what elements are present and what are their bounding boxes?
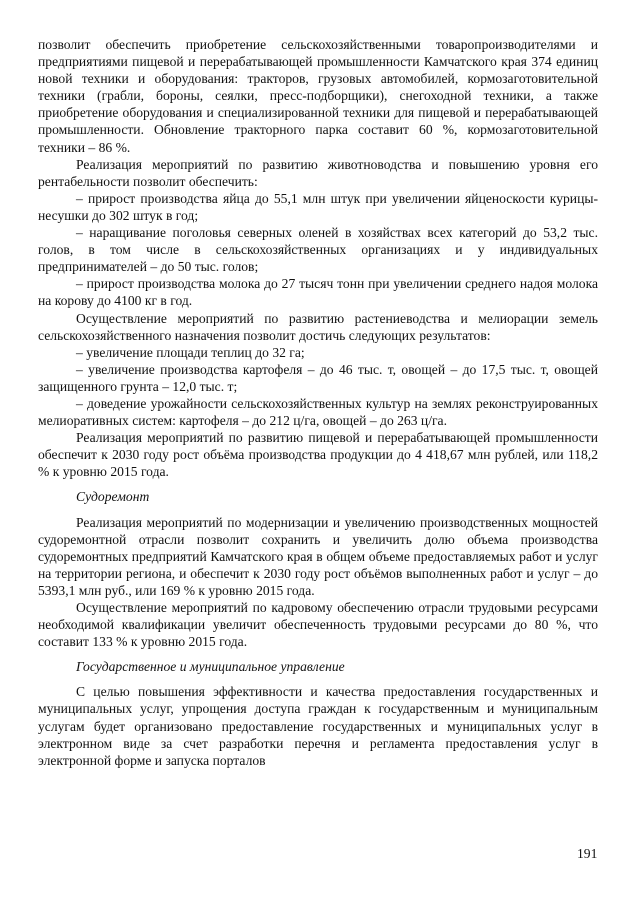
list-item-greenhouses: – увеличение площади теплиц до 32 га; xyxy=(76,344,305,360)
document-page xyxy=(38,36,598,769)
paragraph-food-industry: Реализация мероприятий по развитию пищевой и перерабатывающей промышленности обеспечит к 2030 году рост объёма производства продукции до 4 418,67 млн рублей, или 118,2 % к уровню 2015 года. xyxy=(38,430,598,480)
list-item-potatoes: – увеличение производства картофеля – до 46 тыс. т, овощей – до 17,5 тыс. т, овощей защищенного грунта – 12,0 тыс. т; xyxy=(38,361,598,394)
list-item-milk: – прирост производства молока до 27 тысяч тонн при увеличении среднего надоя молока на корову до 4100 кг в год. xyxy=(38,276,598,309)
paragraph-crops-intro: Осуществление мероприятий по развитию растениеводства и мелиорации земель сельскохозяйственного назначения позволит достичь следующих результатов: xyxy=(38,310,598,343)
paragraph-ship-repair: Реализация мероприятий по модернизации и увеличению производственных мощностей судоремонтной отрасли позволит сохранить и увеличить долю объема производства судоремонтных предприятий Камчатского края в общем объеме предоставляемых работ и услуг на территории региона, и обеспечит к 2030 году рост объёмов выполненных работ и услуг – до 5393,1 млн руб., или 169 % к уровню 2015 года. xyxy=(38,514,598,598)
section-heading-ship-repair: Судоремонт xyxy=(76,489,150,505)
list-item-yield: – доведение урожайности сельскохозяйственных культур на землях реконструированных мелиоративных систем: картофеля – до 212 ц/га, овощей – до 263 ц/га. xyxy=(38,395,598,429)
list-item-reindeer: – наращивание поголовья северных оленей в хозяйствах всех категорий до 53,2 тыс. голов, в том числе в сельскохозяйственных организациях и у индивидуальных предпринимателей – до 50 тыс. голов; xyxy=(38,225,598,275)
paragraph-governance: С целью повышения эффективности и качества предоставления государственных и муниципальных услуг, упрощения доступа граждан к государственным и муниципальным услугам будет организовано предоставление государственных и муниципальных услуг в электронном виде за счет разработки перечня и регламента предоставления услуг в электронной форме и запуска порталов xyxy=(38,684,598,768)
paragraph-livestock-intro: Реализация мероприятий по развитию животноводства и повышению уровня его рентабельности позволит обеспечить: xyxy=(38,156,598,189)
page-number: 191 xyxy=(577,846,598,861)
section-heading-governance: Государственное и муниципальное управление xyxy=(76,659,345,675)
list-item-eggs: – прирост производства яйца до 55,1 млн штук при увеличении яйценоскости курицы-несушки до 302 штук в год; xyxy=(38,190,598,223)
paragraph-staffing: Осуществление мероприятий по кадровому обеспечению отрасли трудовыми ресурсами необходимой квалификации увеличит обеспеченность трудовыми ресурсами до 80 %, что составит 133 % к уровню 2015 года. xyxy=(38,600,598,650)
paragraph-equipment: позволит обеспечить приобретение сельскохозяйственными товаропроизводителями и предприятиями пищевой и перерабатывающей промышленности Камчатского края 374 единиц новой техники и оборудования: тракторов, грузовых автомобилей, кормозаготовительной техники (грабли, бороны, сеялки, пресс-подборщики), снегоходной техники, а также приобретение оборудования и специализированной техники для пищевой и перерабатывающей промышленности. Обновление тракторного парка составит 60 %, кормозаготовительной техники – 86 %. xyxy=(38,37,598,155)
